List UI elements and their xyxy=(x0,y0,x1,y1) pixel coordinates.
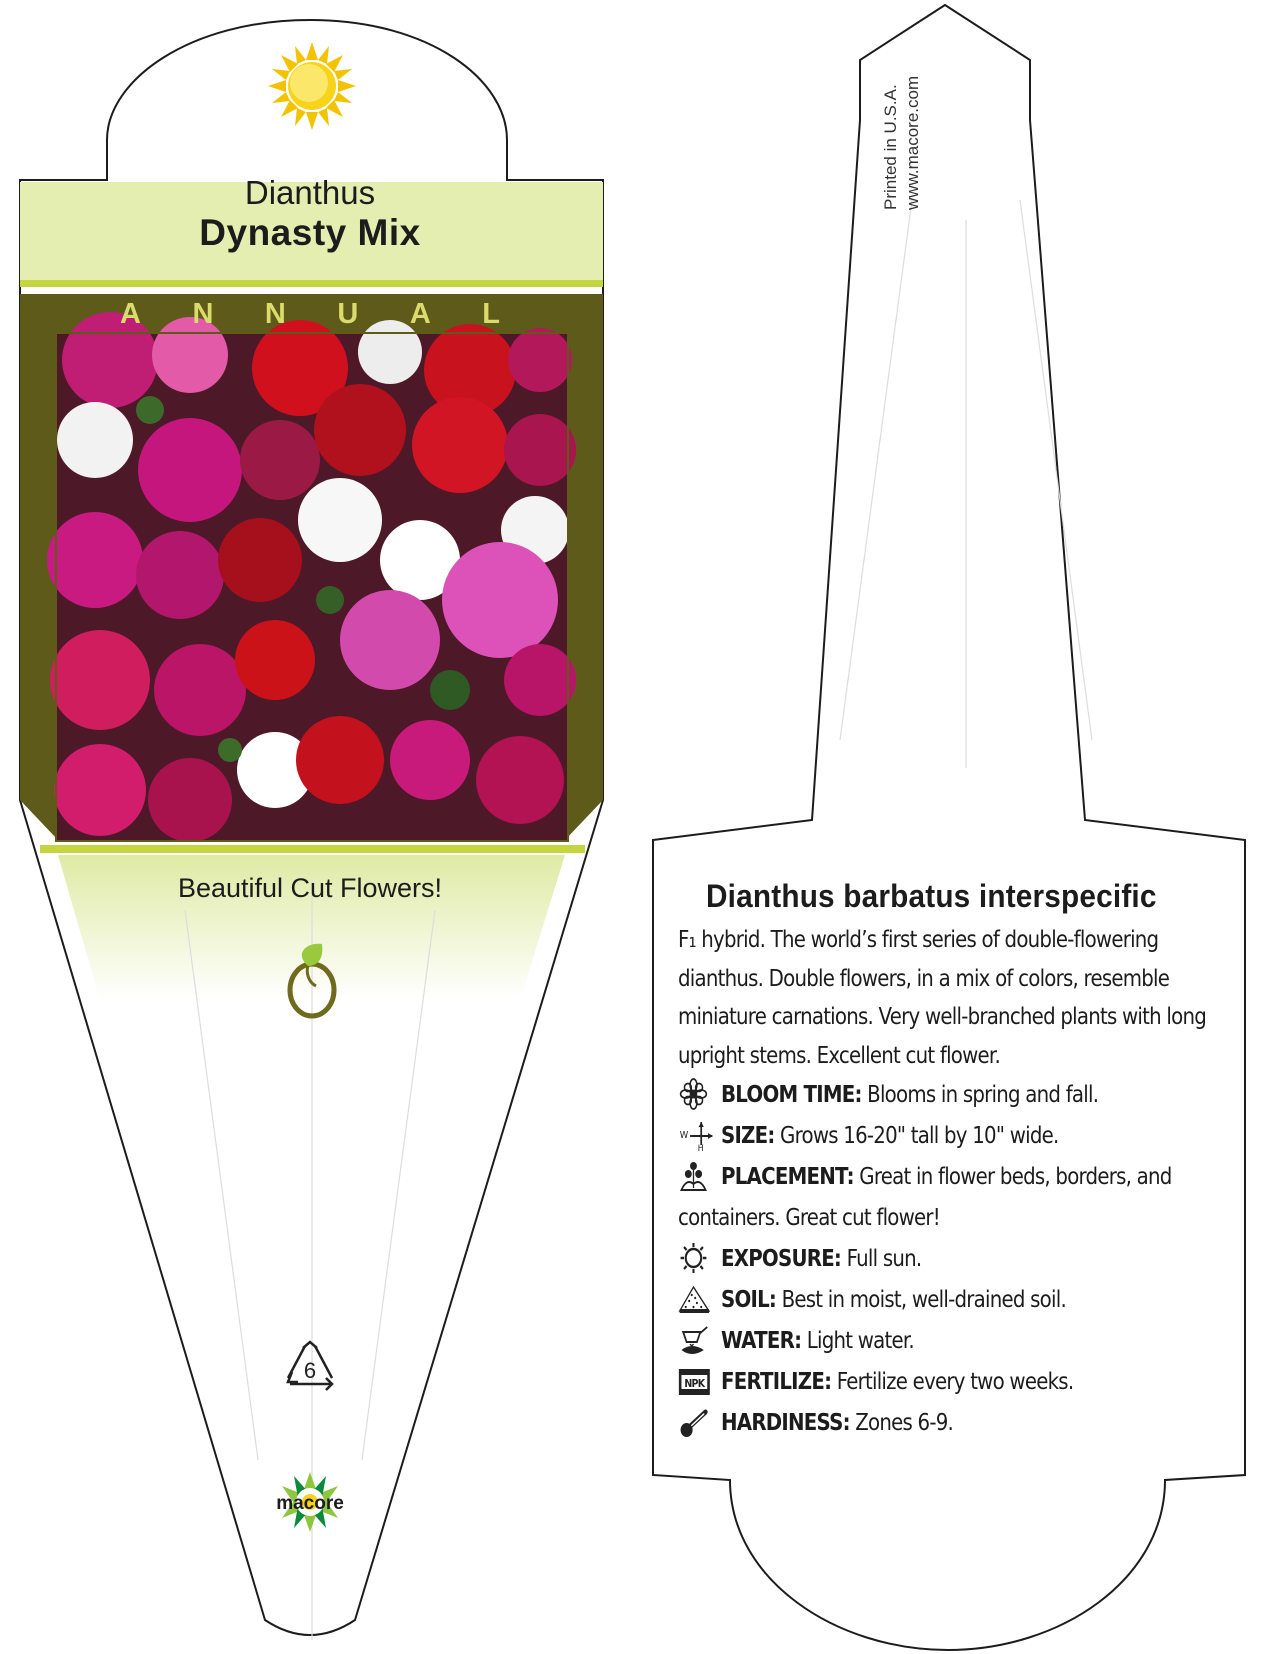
attr-value: Full sun. xyxy=(846,1246,922,1272)
flower-photo xyxy=(47,312,576,842)
attribute-hardiness xyxy=(678,1403,1233,1444)
attr-value: Grows 16-20" tall by 10" wide. xyxy=(780,1123,1059,1149)
attribute-bloom-time xyxy=(678,1075,1233,1116)
description: F₁ hybrid. The world’s first series of double-flowering dianthus. Double flowers, in a mix of colors, resemble miniature carnations. Very well-branched plants with long upright stems. Excellent cut flower. xyxy=(678,927,1206,1069)
attribute-fertilize xyxy=(678,1362,1233,1403)
attr-value: Blooms in spring and fall. xyxy=(867,1082,1099,1108)
flower-icon xyxy=(678,1078,714,1110)
attribute-size xyxy=(678,1116,1233,1157)
website-text: www.macore.com xyxy=(903,75,922,210)
attr-label: WATER: xyxy=(721,1328,802,1354)
front-title-genus: Dianthus xyxy=(244,174,376,211)
printed-in-text: Printed in U.S.A. xyxy=(881,84,900,210)
attr-label: BLOOM TIME: xyxy=(721,1082,862,1108)
attr-value: Fertilize every two weeks. xyxy=(836,1369,1074,1395)
attr-label: PLACEMENT: xyxy=(721,1164,854,1190)
category-letter: N xyxy=(192,298,214,330)
category-letter: U xyxy=(337,298,359,330)
attribute-exposure xyxy=(678,1239,1233,1280)
attribute-placement xyxy=(678,1157,1233,1239)
botanical-name: Dianthus barbatus interspecific xyxy=(706,878,1157,914)
printed-in-note xyxy=(880,76,924,210)
size-h-label: H xyxy=(697,1142,703,1151)
attr-label: SIZE: xyxy=(721,1123,775,1149)
attr-label: HARDINESS: xyxy=(721,1410,850,1436)
category-letter: L xyxy=(482,298,500,330)
thermometer-icon xyxy=(678,1406,714,1438)
size-w-label: W xyxy=(679,1129,688,1142)
back-content xyxy=(678,878,1238,1444)
attr-label: EXPOSURE: xyxy=(721,1246,842,1272)
category-label xyxy=(120,298,500,331)
size-icon xyxy=(678,1119,714,1151)
sun-icon xyxy=(268,42,356,130)
sun-icon xyxy=(678,1242,714,1274)
attr-label: SOIL: xyxy=(721,1287,777,1313)
category-letter: N xyxy=(264,298,286,330)
attr-label: FERTILIZE: xyxy=(721,1369,832,1395)
water-icon xyxy=(678,1324,714,1356)
attr-value: Zones 6-9. xyxy=(855,1410,954,1436)
brand-name: macore xyxy=(276,1493,344,1514)
attr-value: Light water. xyxy=(806,1328,914,1354)
attr-value: Great in flower beds, borders, and containers. Great cut flower! xyxy=(678,1164,1172,1231)
front-title-variety: Dynasty Mix xyxy=(199,212,421,253)
attr-value: Best in moist, well-drained soil. xyxy=(781,1287,1066,1313)
attribute-soil xyxy=(678,1280,1233,1321)
recycle-code: 6 xyxy=(303,1358,317,1383)
attribute-water xyxy=(678,1321,1233,1362)
soil-icon xyxy=(678,1283,714,1315)
npk-label: NPK xyxy=(684,1377,705,1391)
category-letter: A xyxy=(120,298,141,330)
placement-icon xyxy=(678,1160,714,1192)
category-letter: A xyxy=(409,298,431,330)
tagline: Beautiful Cut Flowers! xyxy=(177,873,443,903)
npk-icon xyxy=(678,1365,714,1397)
